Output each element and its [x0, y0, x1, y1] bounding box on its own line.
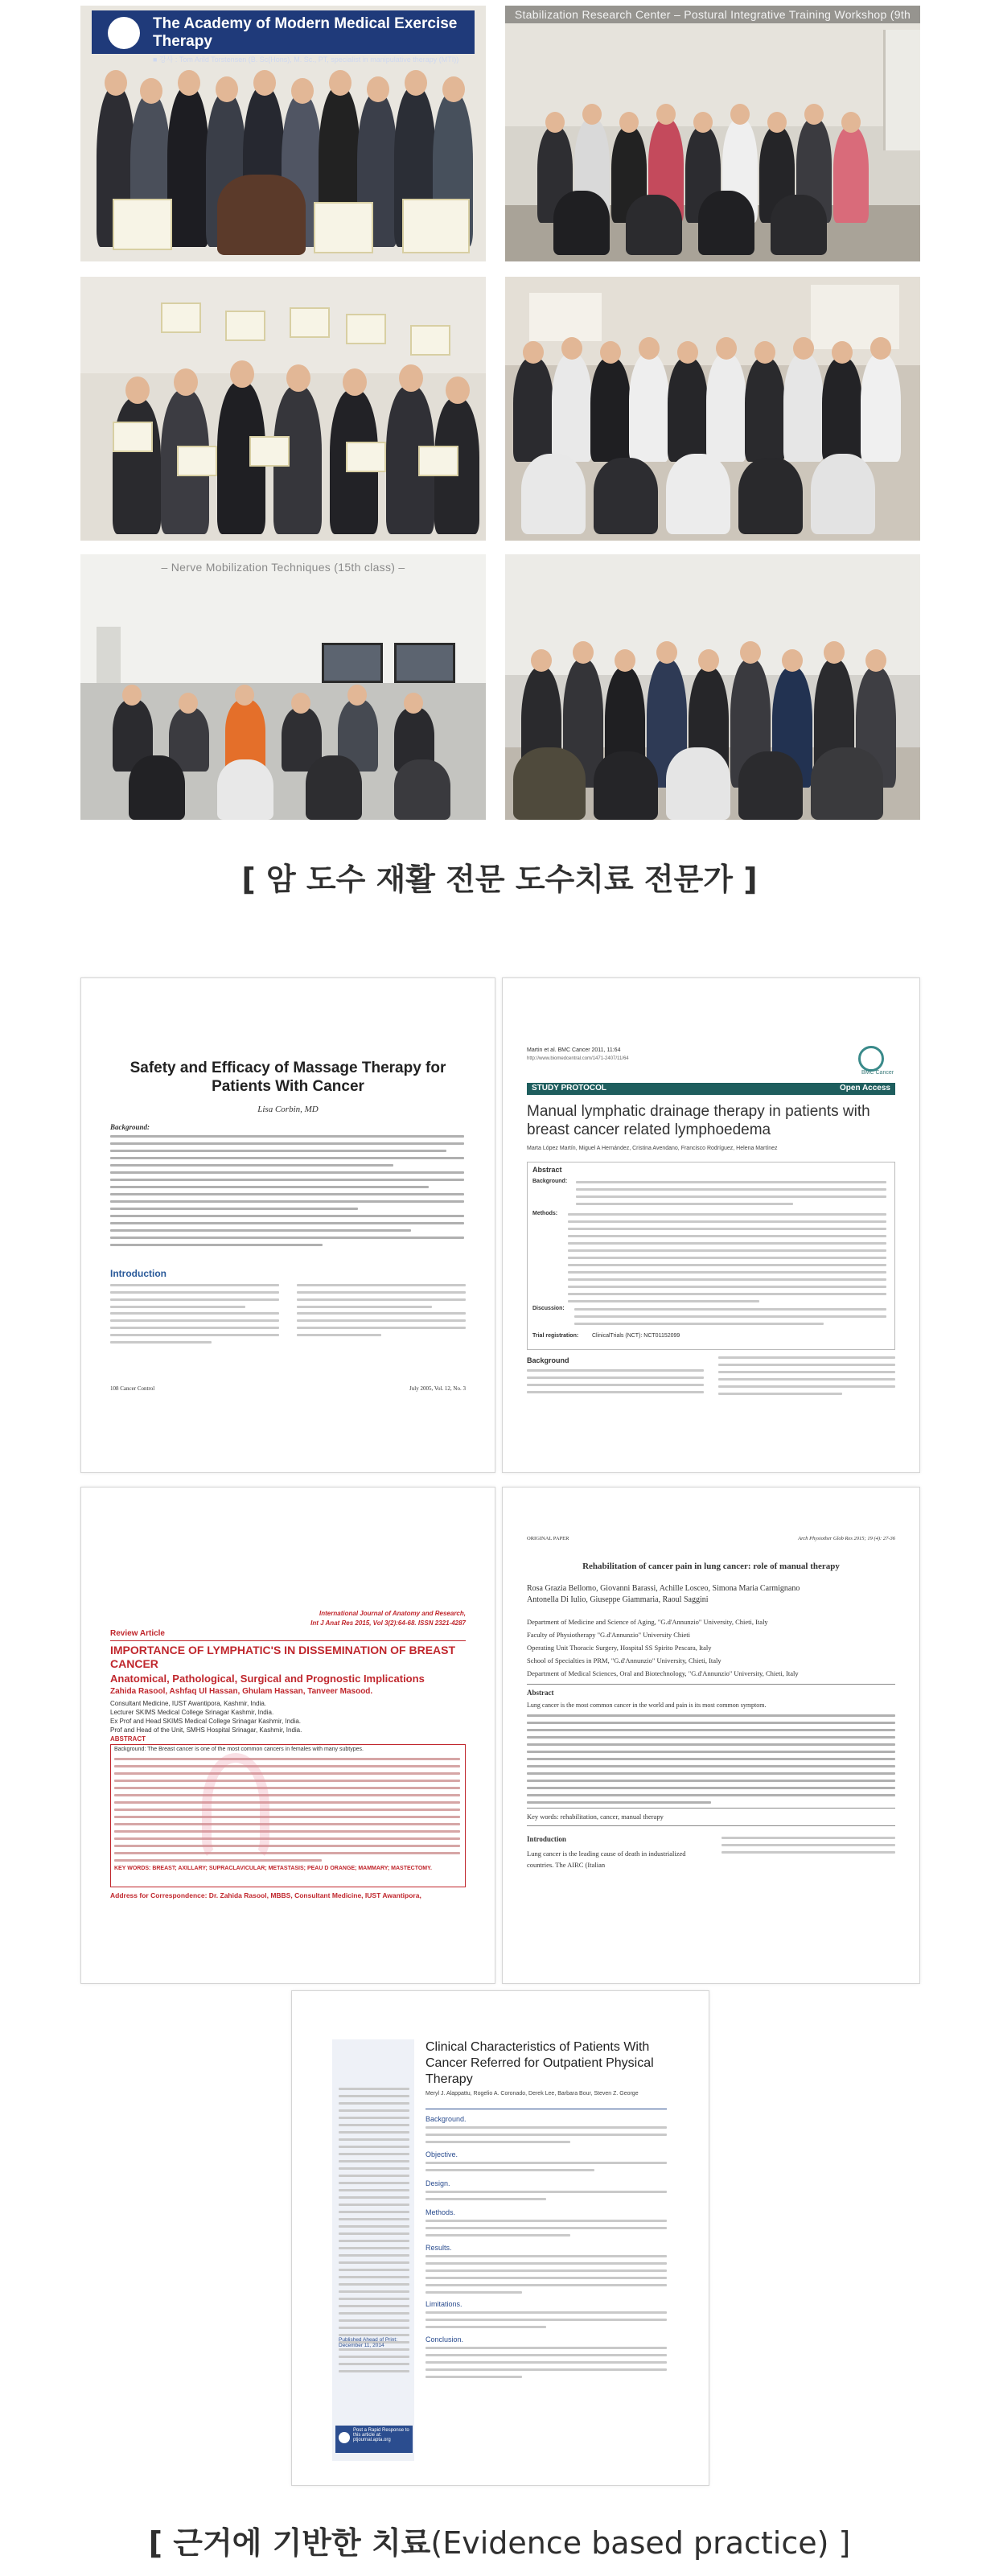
paper1-background-label: Background: [110, 1123, 150, 1131]
paper2-logo-text: BMC Cancer [861, 1070, 894, 1076]
nerve-mobilization-caption: – Nerve Mobilization Techniques (15th class) – [161, 561, 405, 574]
paper4-header-right: Arch Physiother Glob Res 2015; 19 (4): 27-36 [798, 1536, 895, 1541]
paper3-abstract-start: Background: The Breast cancer is one of the most common cancers in females with many subtypes. [114, 1747, 364, 1752]
paper3-abstract-box [110, 1744, 466, 1887]
evidence-heading-korean: [ 근거에 기반한 치료 [148, 2525, 431, 2561]
paper3-affiliation-4: Prof and Head of the Unit, SMHS Hospital Srinagar, Kashmir, India. [110, 1726, 302, 1734]
academy-banner-subtitle: ■ 강사 : Tom Arild Torstensen (B. Sc(Hons), M. Sc., PT, specialist in manipulative therapy (MTI)) [153, 56, 459, 64]
paper5-title: Clinical Characteristics of Patients With Cancer Referred for Outpatient Physical Therapy [426, 2040, 654, 2086]
paper2-abstract-label: Abstract [532, 1166, 562, 1174]
paper5-authors: Meryl J. Alappattu, Rogelio A. Coronado, Derek Lee, Barbara Bour, Steven Z. George [426, 2091, 639, 2097]
bmc-logo-icon [858, 1046, 884, 1072]
paper2-methods-label: Methods: [532, 1211, 558, 1216]
paper2-url: http://www.biomedcentral.com/1471-2407/11/64 [527, 1056, 629, 1061]
paper4-affiliation-4: School of Specialties in PRM, "G.d'Annunzio" University, Chieti, Italy [527, 1656, 722, 1665]
paper5-published-note: Published Ahead of Print: December 11, 2014 [339, 2337, 397, 2348]
rapid-response-icon [339, 2432, 350, 2443]
paper2-abstract-box [527, 1162, 895, 1350]
paper3-affiliation-1: Consultant Medicine, IUST Awantipora, Kashmir, India. [110, 1700, 267, 1707]
paper5-section-results: Results. [426, 2244, 452, 2252]
evidence-based-practice-heading [0, 2518, 999, 2562]
paper4-introduction-start: Lung cancer is the leading cause of death in industrialized countries. The AIRC (Italian [527, 1850, 686, 1869]
paper3-review-label: Review Article [110, 1629, 165, 1638]
study-protocol-band [527, 1083, 895, 1095]
paper2-discussion-label: Discussion: [532, 1306, 565, 1311]
paper4-abstract-label: Abstract [527, 1689, 554, 1697]
paper4-authors-line1: Rosa Grazia Bellomo, Giovanni Barassi, Achille Losceo, Simona Maria Carmignano [527, 1584, 800, 1593]
paper3-authors: Zahida Rasool, Ashfaq Ul Hassan, Ghulam Hassan, Tanveer Masood. [110, 1687, 373, 1696]
paper3-correspondence: Address for Correspondence: Dr. Zahida Rasool, MBBS, Consultant Medicine, IUST Awantipora, [110, 1891, 421, 1899]
cancer-manual-therapy-heading: [ 암 도수 재활 전문 도수치료 전문가 ] [241, 862, 758, 897]
paper1-author: Lisa Corbin, MD [257, 1105, 319, 1114]
paper3-subtitle: Anatomical, Pathological, Surgical and Prognostic Implications [110, 1673, 425, 1685]
paper4-abstract-start: Lung cancer is the most common cancer in the world and pain is its most common symptom. [527, 1702, 767, 1709]
paper4-affiliation-3: Operating Unit Thoracic Surgery, Hospital SS Spirito Pescara, Italy [527, 1644, 712, 1652]
stabilization-caption: Stabilization Research Center – Postural Integrative Training Workshop (9th [514, 8, 911, 21]
open-access-label: Open Access [840, 1084, 890, 1093]
paper3-affiliation-3: Ex Prof and Head SKIMS Medical College Srinagar Kashmir, India. [110, 1718, 302, 1725]
paper1-title: Safety and Efficacy of Massage Therapy for Patients With Cancer [130, 1060, 446, 1095]
nerve-mobilization-class-photo [80, 554, 486, 820]
academy-group-photo [80, 6, 486, 261]
paper3-title: IMPORTANCE OF LYMPHATIC'S IN DISSEMINATION OF BREAST CANCER [110, 1644, 456, 1670]
paper2-background-label: Background: [532, 1179, 568, 1184]
paper5-section-design: Design. [426, 2179, 450, 2187]
paper3-journal-line2: Int J Anat Res 2015, Vol 3(2):64-68. ISSN 2321-4287 [310, 1619, 466, 1627]
paper1-introduction-heading: Introduction [110, 1268, 166, 1279]
paper3-journal-line1: International Journal of Anatomy and Research, [319, 1610, 466, 1617]
paper2-background-heading: Background [527, 1356, 569, 1364]
paper2-journal: Martin et al. BMC Cancer 2011, 11:64 [527, 1047, 621, 1053]
academy-logo-icon [108, 17, 140, 49]
paper5-footer-note: Post a Rapid Response to this article at: ptjournal.apta.org [353, 2428, 409, 2442]
paper5-section-objective: Objective. [426, 2150, 458, 2158]
paper5-section-conclusion: Conclusion. [426, 2335, 464, 2344]
paper4-keywords: Key words: rehabilitation, cancer, manual therapy [527, 1813, 664, 1821]
paper3-pink-ribbon-icon [202, 1753, 269, 1861]
paper5-section-limitations: Limitations. [426, 2300, 462, 2308]
large-group-photo [505, 277, 920, 541]
paper4-affiliation-2: Faculty of Physiotherapy "G.d'Annunzio" University Chieti [527, 1631, 691, 1639]
paper4-affiliation-5: Department of Medical Sciences, Oral and Biotechnology, "G.d'Annunzio" University, Chieti, Italy [527, 1669, 799, 1677]
paper5-section-background: Background. [426, 2115, 467, 2123]
evidence-heading-english: (Evidence based practice) ] [430, 2525, 851, 2561]
paper5-rapid-response-box [335, 2426, 413, 2453]
academy-banner [92, 10, 475, 64]
paper4-affiliation-1: Department of Medicine and Science of Aging, "G.d'Annunzio" University, Chieti, Italy [527, 1618, 768, 1626]
paper2-registration-label: Trial registration: [532, 1333, 579, 1339]
paper4-authors-line2: Antonella Di Iulio, Giuseppe Giammaria, Raoul Saggini [527, 1595, 709, 1604]
certificate-group-photo [80, 277, 486, 541]
paper2-title: Manual lymphatic drainage therapy in patients with breast cancer related lymphoedema [527, 1103, 870, 1138]
study-protocol-label: STUDY PROTOCOL [532, 1084, 606, 1093]
stabilization-workshop-photo [505, 6, 920, 261]
paper5-section-methods: Methods. [426, 2208, 456, 2216]
paper3-abstract-label: ABSTRACT [110, 1735, 146, 1743]
academy-banner-title: The Academy of Modern Medical Exercise Therapy [153, 15, 458, 50]
paper4-title: Rehabilitation of cancer pain in lung cancer: role of manual therapy [582, 1562, 840, 1571]
paper3-keywords: KEY WORDS: BREAST; AXILLARY; SUPRACLAVICULAR; METASTASIS; PEAU D ORANGE; MAMMARY; MASTECTOMY. [114, 1866, 432, 1871]
studio-group-photo [505, 554, 920, 820]
paper4-introduction-label: Introduction [527, 1835, 566, 1843]
paper2-authors: Marta López Martín, Miguel A Hernández, Cristina Avendano, Francisco Rodríguez, Helena Martínez [527, 1146, 778, 1151]
paper1-footer-right: July 2005, Vol. 12, No. 3 [409, 1385, 466, 1392]
paper-lymphatic-drainage [502, 977, 920, 1473]
paper3-affiliation-2: Lecturer SKIMS Medical College Srinagar Kashmir, India. [110, 1709, 274, 1716]
paper-massage-therapy [80, 977, 495, 1473]
paper-lung-cancer-pain [502, 1487, 920, 1984]
paper1-footer-left: 108 Cancer Control [110, 1385, 155, 1392]
paper-lymphatics-breast-cancer [80, 1487, 495, 1984]
paper4-header-left: ORIGINAL PAPER [527, 1536, 569, 1541]
paper2-registration-value: ClinicalTrials (NCT): NCT01152099 [592, 1333, 680, 1339]
paper-clinical-characteristics [291, 1990, 709, 2486]
